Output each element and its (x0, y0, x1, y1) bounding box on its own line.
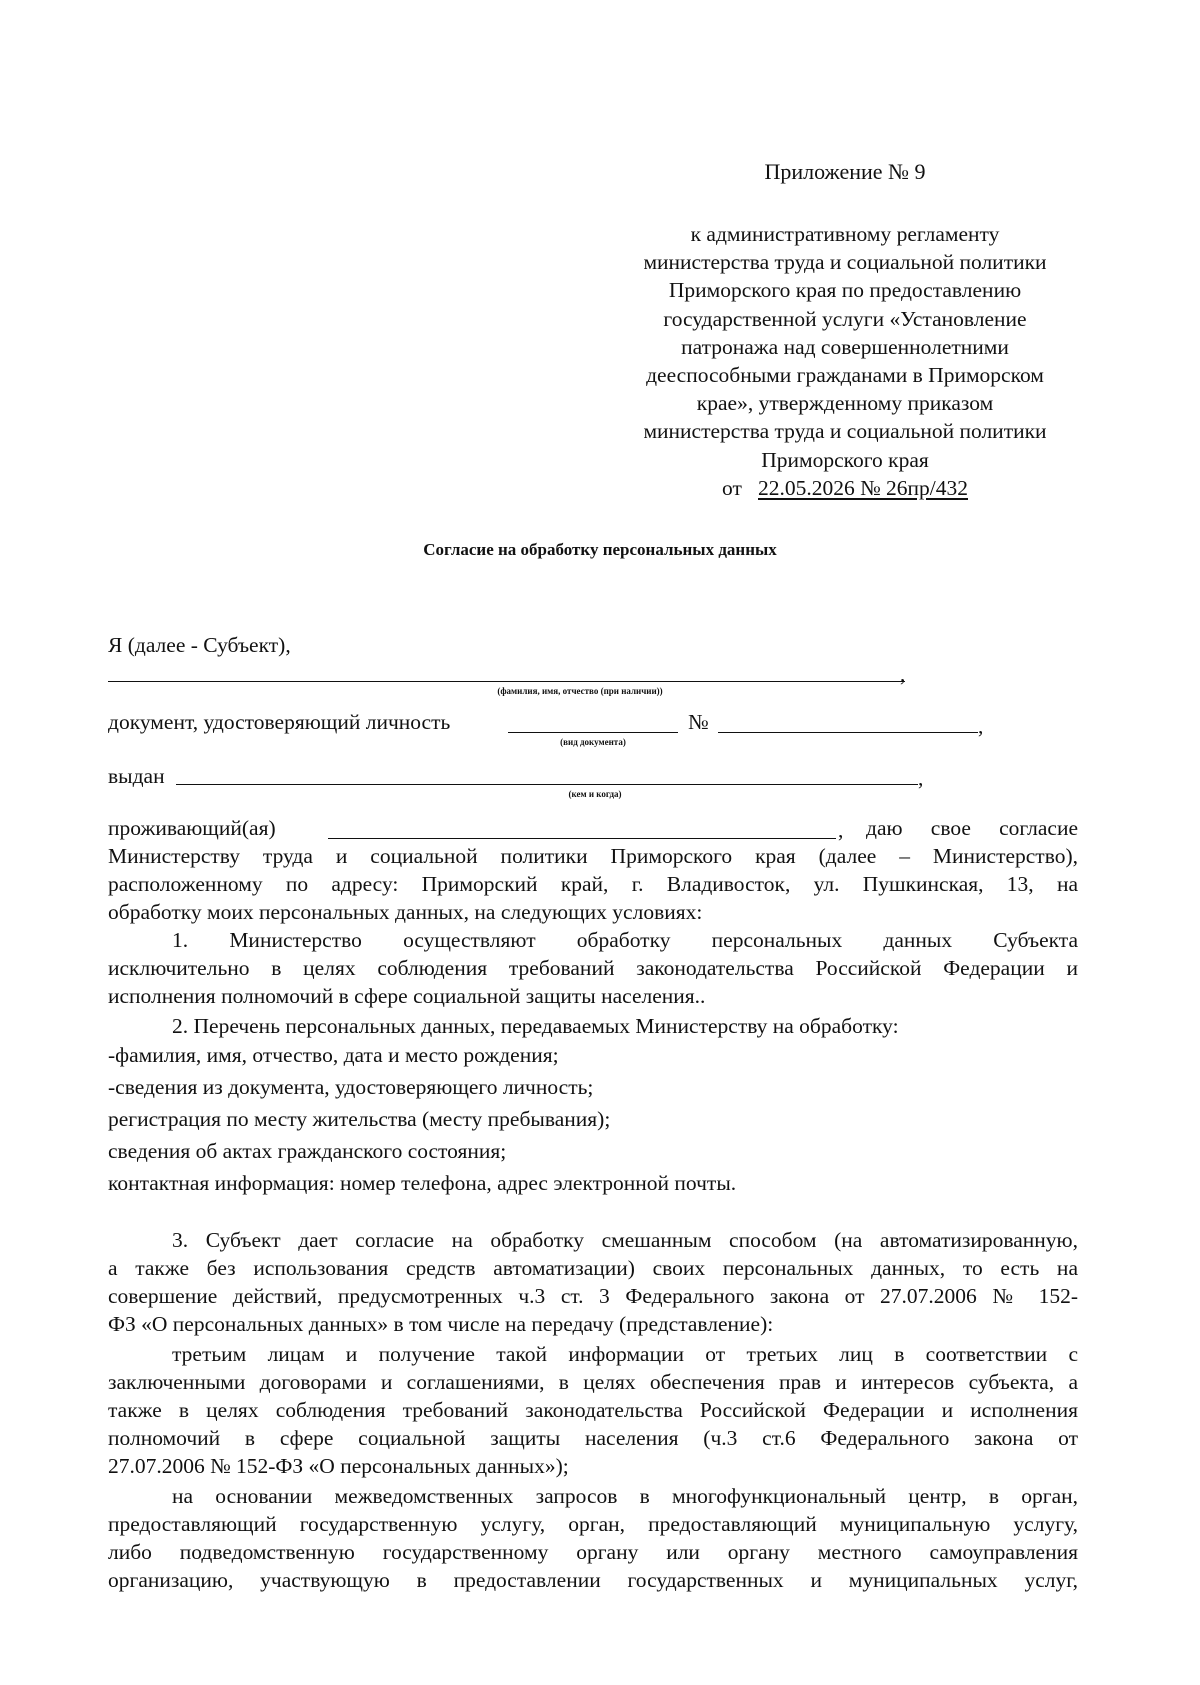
document-title: Согласие на обработку персональных данных (423, 540, 777, 559)
paragraph-4: 27.07.2006 № 152-ФЗ «О персональных данных»); (108, 1454, 569, 1478)
list-item: регистрация по месту жительства (месту пребывания); (108, 1107, 611, 1131)
paragraph-3: ФЗ «О персональных данных» в том числе на передачу (представление): (108, 1312, 774, 1336)
issued-hint: (кем и когда) (568, 789, 622, 799)
paragraph-1: исключительно в целях соблюдения требований законодательства Российской Федерации и (108, 956, 1078, 980)
header-line: к административному регламенту (690, 222, 1000, 246)
order-reference: 22.05.2026 № 26пр/432 (758, 475, 968, 500)
issued-field-line[interactable] (176, 784, 918, 785)
header-line: Приморского края по предоставлению (668, 278, 1022, 303)
paragraph-3: а также без использования средств автоматизации) своих персональных данных, то есть на (108, 1256, 1078, 1280)
paragraph-5: на основании межведомственных запросов в многофункциональный центр, в орган, (172, 1484, 1078, 1508)
list-item: контактная информация: номер телефона, адрес электронной почты. (108, 1171, 737, 1195)
fio-field-line[interactable] (108, 681, 905, 682)
paragraph-4: третьим лицам и получение такой информации от третьих лиц в соответствии с (172, 1342, 1078, 1366)
paragraph-5: предоставляющий государственную услугу, орган, предоставляющий муниципальную услугу, (108, 1512, 1078, 1536)
consent-text: расположенному по адресу: Приморский край, г. Владивосток, ул. Пушкинская, 13, на (108, 872, 1078, 896)
paragraph-4: полномочий в сфере социальной защиты населения (ч.3 ст.6 Федерального закона от (108, 1426, 1078, 1450)
paragraph-5: организацию, участвующую в предоставлении государственных и муниципальных услуг, (108, 1568, 1078, 1592)
number-sign: № (688, 710, 709, 734)
order-date-line (610, 474, 1080, 502)
residing-label: проживающий(ая) (108, 816, 276, 840)
paragraph-1: 1. Министерство осуществляют обработку персональных данных Субъекта (172, 928, 1078, 952)
ot-label: от (722, 475, 742, 500)
header-line: государственной услуги «Установление (663, 306, 1027, 331)
consent-text: Министерству труда и социальной политики Приморского края (далее – Министерство), (108, 844, 1078, 868)
paragraph-2: 2. Перечень персональных данных, передаваемых Министерству на обработку: (172, 1014, 899, 1038)
subject-label: Я (далее - Субъект), (108, 633, 291, 657)
comma: , (838, 818, 844, 842)
comma: , (918, 766, 924, 790)
header-line: крае», утвержденному приказом (696, 391, 994, 416)
header-line: Приморского края (761, 447, 929, 472)
header-line: министерства труда и социальной политики (643, 250, 1047, 275)
regulation-reference (610, 220, 1080, 502)
consent-text: обработку моих персональных данных, на следующих условиях: (108, 900, 703, 924)
document-number-field-line[interactable] (718, 732, 978, 733)
paragraph-4: заключенными договорами и соглашениями, в целях обеспечения прав и интересов субъекта, а (108, 1370, 1078, 1394)
list-item: -фамилия, имя, отчество, дата и место рождения; (108, 1043, 559, 1067)
list-item: сведения об актах гражданского состояния; (108, 1139, 507, 1163)
appendix-number: Приложение № 9 (764, 159, 926, 184)
fio-hint: (фамилия, имя, отчество (при наличии)) (497, 686, 663, 696)
header-line: патронажа над совершеннолетними (681, 334, 1009, 359)
issued-label: выдан (108, 764, 165, 788)
paragraph-5: либо подведомственную государственному органу или органу местного самоуправления (108, 1540, 1078, 1564)
list-item: -сведения из документа, удостоверяющего личность; (108, 1075, 594, 1099)
header-line: министерства труда и социальной политики (643, 419, 1047, 444)
comma: , (978, 714, 984, 738)
paragraph-4: также в целях соблюдения требований законодательства Российской Федерации и исполнения (108, 1398, 1078, 1422)
document-type-hint: (вид документа) (560, 737, 626, 747)
comma: , (900, 662, 906, 686)
paragraph-1: исполнения полномочий в сфере социальной защиты населения.. (108, 984, 706, 1008)
paragraph-3: 3. Субъект дает согласие на обработку смешанным способом (на автоматизированную, (172, 1228, 1078, 1252)
header-line: дееспособными гражданами в Приморском (646, 363, 1044, 388)
consent-text: даю свое согласие (866, 816, 1078, 840)
document-label: документ, удостоверяющий личность (108, 710, 451, 734)
paragraph-3: совершение действий, предусмотренных ч.3 ст. 3 Федерального закона от 27.07.2006 № 152- (108, 1284, 1078, 1308)
document-type-field-line[interactable] (508, 732, 678, 733)
residing-field-line[interactable] (328, 838, 836, 839)
